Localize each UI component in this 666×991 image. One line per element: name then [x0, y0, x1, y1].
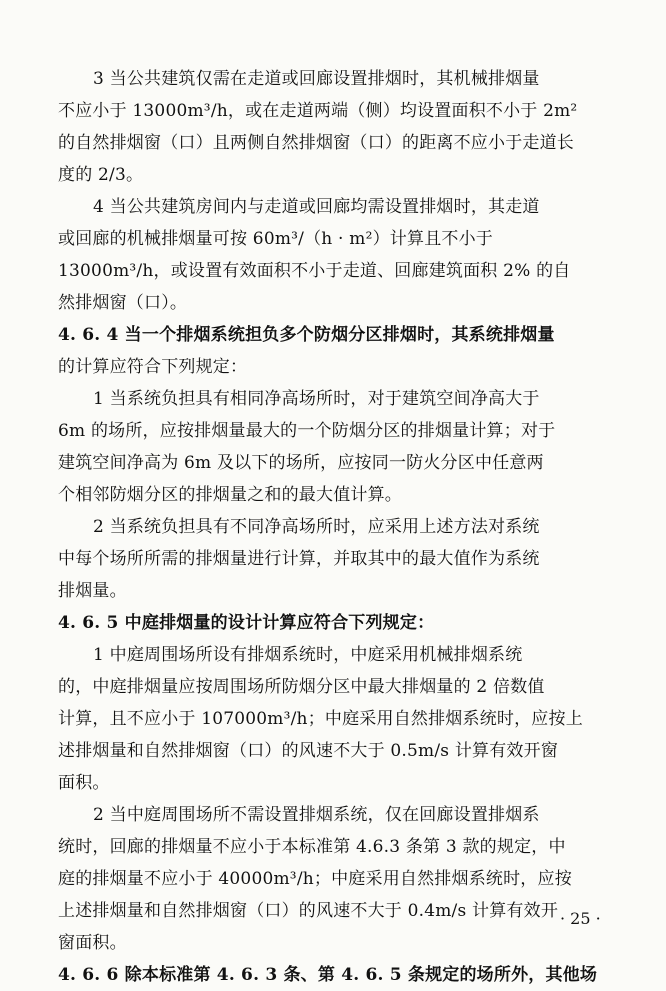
paragraph-line-5: 4 当公共建筑房间内与走道或回廊均需设置排烟时，其走道: [93, 197, 540, 217]
paragraph-line-21: 计算，且不应小于 107000m³/h；中庭采用自然排烟系统时，应按上: [58, 709, 583, 729]
paragraph-line-1: 3 当公共建筑仅需在走道或回廊设置排烟时，其机械排烟量: [93, 69, 540, 89]
paragraph-line-12: 6m 的场所，应按排烟量最大的一个防烟分区的排烟量计算；对于: [58, 421, 556, 441]
paragraph-line-2: 不应小于 13000m³/h，或在走道两端（侧）均设置面积不小于 2m²: [58, 101, 578, 121]
paragraph-line-13: 建筑空间净高为 6m 及以下的场所，应按同一防火分区中任意两: [58, 453, 544, 473]
paragraph-line-11: 1 当系统负担具有相同净高场所时，对于建筑空间净高大于: [93, 389, 540, 409]
page-number: · 25 ·: [560, 909, 601, 928]
paragraph-line-26: 庭的排烟量不应小于 40000m³/h；中庭采用自然排烟系统时，应按: [58, 869, 572, 889]
paragraph-line-23: 面积。: [58, 773, 110, 793]
section-heading-4-6-4: 4. 6. 4 当一个排烟系统担负多个防烟分区排烟时，其系统排烟量: [58, 325, 555, 345]
paragraph-line-3: 的自然排烟窗（口）且两侧自然排烟窗（口）的距离不应小于走道长: [58, 133, 574, 153]
paragraph-line-20: 的，中庭排烟量应按周围场所防烟分区中最大排烟量的 2 倍数值: [58, 677, 545, 697]
paragraph-line-8: 然排烟窗（口）。: [58, 293, 188, 313]
paragraph-line-4: 度的 2/3。: [58, 165, 144, 185]
paragraph-line-14: 个相邻防烟分区的排烟量之和的最大值计算。: [58, 485, 402, 505]
paragraph-line-24: 2 当中庭周围场所不需设置排烟系统，仅在回廊设置排烟系: [93, 805, 540, 825]
paragraph-line-6: 或回廊的机械排烟量可按 60m³/（h · m²）计算且不小于: [58, 229, 493, 249]
paragraph-line-7: 13000m³/h，或设置有效面积不小于走道、回廊建筑面积 2% 的自: [58, 261, 571, 281]
paragraph-line-19: 1 中庭周围场所设有排烟系统时，中庭采用机械排烟系统: [93, 645, 523, 665]
paragraph-line-16: 中每个场所所需的排烟量进行计算，并取其中的最大值作为系统: [58, 549, 540, 569]
paragraph-line-10: 的计算应符合下列规定：: [58, 357, 248, 377]
section-heading-4-6-5: 4. 6. 5 中庭排烟量的设计计算应符合下列规定：: [58, 613, 435, 633]
section-heading-4-6-6: 4. 6. 6 除本标准第 4. 6. 3 条、第 4. 6. 5 条规定的场所外，其他场: [58, 965, 598, 985]
paragraph-line-22: 述排烟量和自然排烟窗（口）的风速不大于 0.5m/s 计算有效开窗: [58, 741, 559, 761]
paragraph-line-15: 2 当系统负担具有不同净高场所时，应采用上述方法对系统: [93, 517, 540, 537]
paragraph-line-28: 窗面积。: [58, 933, 127, 953]
paragraph-line-27: 上述排烟量和自然排烟窗（口）的风速不大于 0.4m/s 计算有效开: [58, 901, 559, 921]
paragraph-line-17: 排烟量。: [58, 581, 127, 601]
paragraph-line-25: 统时，回廊的排烟量不应小于本标准第 4.6.3 条第 3 款的规定，中: [58, 837, 566, 857]
